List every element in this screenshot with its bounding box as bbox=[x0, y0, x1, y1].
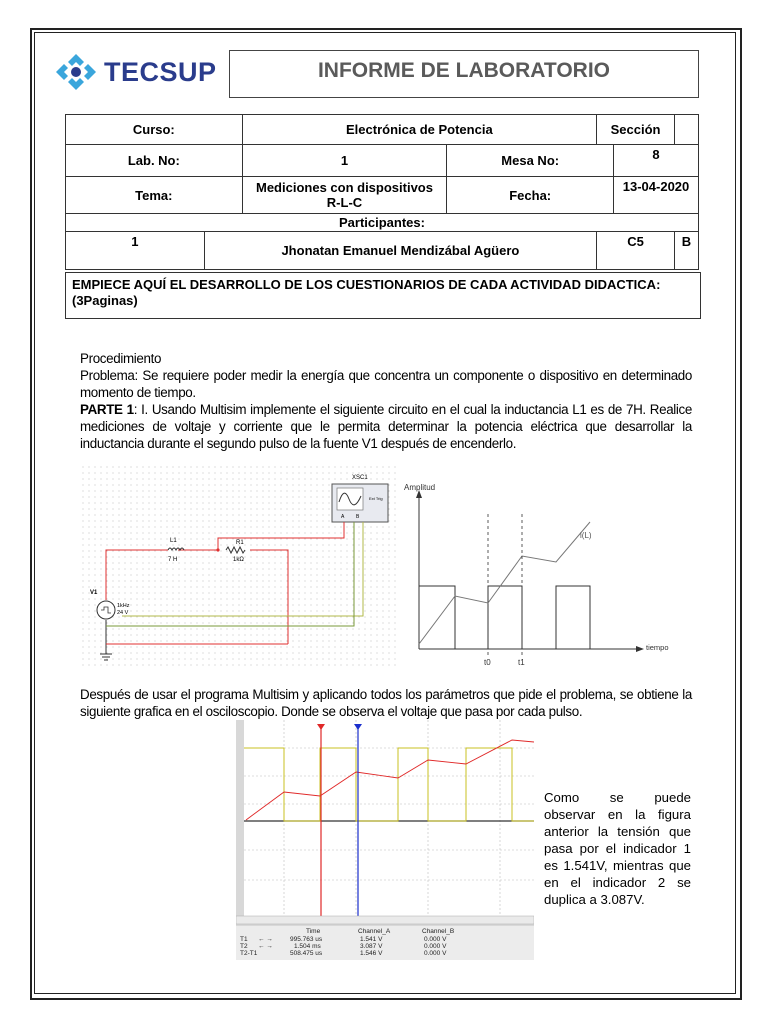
instructions-box bbox=[65, 272, 701, 319]
ext-trig-label: Ext Trig bbox=[369, 496, 383, 501]
readout-row-time: 995.763 us bbox=[290, 936, 323, 943]
lab-value: 1 bbox=[242, 145, 447, 177]
l1-name: L1 bbox=[170, 538, 177, 544]
lab-label: Lab. No: bbox=[66, 145, 243, 177]
readout-header-time: Time bbox=[306, 928, 321, 935]
seccion-value bbox=[674, 115, 698, 145]
readout-row-cha: 3.087 V bbox=[360, 943, 383, 950]
participantes-label: Participantes: bbox=[66, 214, 699, 232]
v1-volt: 24 V bbox=[117, 610, 129, 616]
readout-row-time: 1.504 ms bbox=[294, 943, 321, 950]
r1-name: R1 bbox=[236, 540, 244, 546]
tecsup-logo bbox=[54, 50, 224, 94]
parte-paragraph bbox=[80, 401, 692, 452]
readout-header-cha: Channel_A bbox=[358, 928, 391, 935]
oscilloscope-capture bbox=[236, 720, 534, 960]
parte-text: : I. Usando Multisim implemente el siguiente circuito en el cual la inductancia L1 es de 7H. Realice mediciones de voltaje y corriente que le permita determinar la potencia eléctrica que desarrollar la inductancia durante el segundo pulso de la fuente V1 después de encenderlo. bbox=[80, 402, 692, 451]
fecha-label: Fecha: bbox=[447, 177, 614, 214]
scope-screen bbox=[244, 720, 534, 916]
fecha-value: 13-04-2020 bbox=[614, 177, 699, 214]
logo-text: TECSUP bbox=[104, 56, 217, 87]
readout-header-chb: Channel_B bbox=[422, 928, 455, 935]
mesa-label: Mesa No: bbox=[447, 145, 614, 177]
l1-value: 7 H bbox=[168, 557, 178, 563]
title-box bbox=[229, 50, 699, 98]
mesa-value: 8 bbox=[614, 145, 699, 177]
graph-xlabel: tiempo bbox=[646, 643, 669, 652]
seccion-label: Sección bbox=[597, 115, 675, 145]
participant-section: B bbox=[674, 232, 698, 270]
side-note: Como se puede observar en la figura anterior la tensión que pasa por el indicador 1 es 1.541V, mientras que en el indicador 2 se duplica a 3.087V. bbox=[544, 790, 691, 907]
instructions-line2: (3Paginas) bbox=[72, 293, 138, 308]
t1-label: t1 bbox=[518, 658, 525, 667]
scope-b-label: B bbox=[356, 514, 360, 520]
tema-label: Tema: bbox=[66, 177, 243, 214]
readout-row-time: 508.475 us bbox=[290, 950, 323, 957]
scope-a-label: A bbox=[341, 514, 345, 520]
v1-name: V1 bbox=[90, 590, 98, 596]
tema-value bbox=[242, 177, 447, 214]
tema-value-line2: R-L-C bbox=[326, 195, 363, 210]
readout-row-cha: 1.546 V bbox=[360, 950, 383, 957]
readout-row-label: T1 bbox=[240, 936, 248, 943]
tecsup-logo-icon bbox=[54, 52, 98, 92]
v1-freq: 1kHz bbox=[117, 603, 130, 609]
report-title: INFORME DE LABORATORIO bbox=[317, 59, 611, 82]
scope-scrollbar[interactable] bbox=[236, 916, 534, 924]
problema-paragraph: Problema: Se requiere poder medir la energía que concentra un componente o dispositivo en determinado momento de tiempo. bbox=[80, 368, 692, 400]
participant-number: 1 bbox=[66, 232, 205, 270]
curso-value: Electrónica de Potencia bbox=[242, 115, 596, 145]
readout-row-chb: 0.000 V bbox=[424, 943, 447, 950]
despues-paragraph: Después de usar el programa Multisim y aplicando todos los parámetros que pide el problema, se obtiene la siguiente grafica en el osciloscopio. Donde se observa el voltaje que pasa por cada pulso. bbox=[80, 687, 692, 719]
node-dot bbox=[216, 548, 219, 551]
participant-name: Jhonatan Emanuel Mendizábal Agüero bbox=[204, 232, 596, 270]
participant-group: C5 bbox=[597, 232, 675, 270]
source-v1-symbol bbox=[97, 601, 115, 619]
graph-ylabel: Amplitud bbox=[404, 483, 436, 492]
instructions-text bbox=[72, 277, 694, 309]
instructions-line1: EMPIECE AQUÍ EL DESARROLLO DE LOS CUESTIONARIOS DE CADA ACTIVIDAD DIDACTICA: bbox=[72, 277, 661, 292]
readout-row-arrows-icon[interactable]: ← → bbox=[258, 943, 273, 950]
curve-label: i(L) bbox=[580, 531, 592, 540]
readout-row-cha: 1.541 V bbox=[360, 936, 383, 943]
r1-value: 1kΩ bbox=[233, 557, 244, 563]
parte-label: PARTE 1 bbox=[80, 402, 134, 417]
readout-row-chb: 0.000 V bbox=[424, 950, 447, 957]
amplitude-time-graph bbox=[402, 466, 692, 668]
readout-row-label: T2-T1 bbox=[240, 950, 258, 957]
procedimiento-heading: Procedimiento bbox=[80, 351, 162, 366]
circuit-schematic bbox=[82, 466, 400, 668]
readout-row-label: T2 bbox=[240, 943, 248, 950]
readout-row-arrows-icon[interactable]: ← → bbox=[258, 936, 273, 943]
tema-value-line1: Mediciones con dispositivos bbox=[256, 180, 433, 195]
info-table bbox=[65, 114, 699, 270]
readout-row-chb: 0.000 V bbox=[424, 936, 447, 943]
scope-label: XSC1 bbox=[352, 475, 368, 481]
curso-label: Curso: bbox=[66, 115, 243, 145]
t0-label: t0 bbox=[484, 658, 491, 667]
